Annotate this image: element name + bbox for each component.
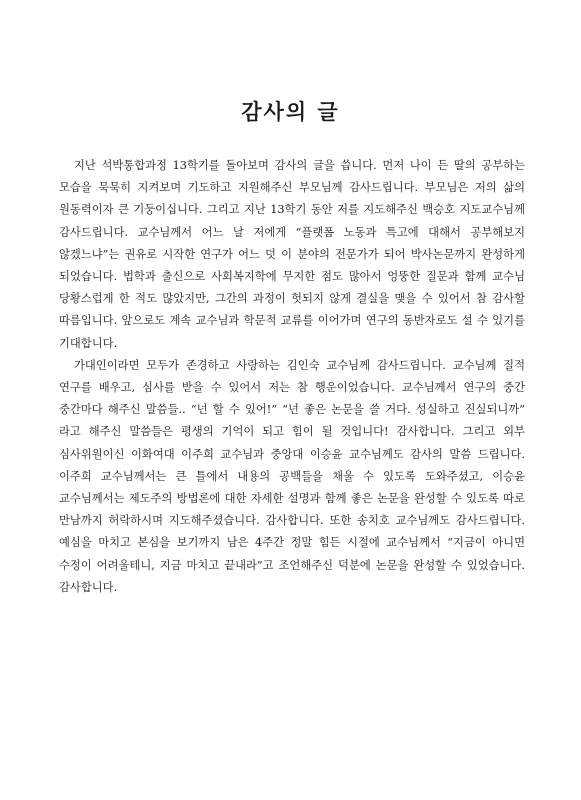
acknowledgement-body xyxy=(59,155,525,599)
page-title: 감사의 글 xyxy=(241,100,340,124)
paragraph-2: 가대인이라면 모두가 존경하고 사랑하는 김인숙 교수님께 감사드립니다. 교수님께 질적 연구를 배우고, 심사를 받을 수 있어서 저는 참 행운이었습니다. 교수님께서 연구의 중간 중간마다 해주신 말씀들.. “넌 할 수 있어!” “넌 좋은 논문을 쓸 거다. 성실하고 진실되니까” 라고 해주신 말씀들은 평생의 기억이 되고 힘이 될 것입니다! 감사합니다. 그리고 외부 심사위원이신 이화여대 이주희 교수님과 중앙대 이승윤 교수님께도 감사의 말씀 드립니다. 이주희 교수님께서는 큰 틀에서 내용의 공백들을 채울 수 있도록 도와주셨고, 이승윤 교수님께서는 제도주의 방법론에 대한 자세한 설명과 함께 좋은 논문을 완성할 수 있도록 따로 만남까지 허락하시며 지도해주셨습니다. 감사합니다. 또한 송치호 교수님께도 감사드립니다. 예심을 마치고 본심을 보기까지 남은 4주간 정말 힘든 시절에 교수님께서 “지금이 아니면 수정이 어려울테니, 지금 마치고 끝내라”고 조언해주신 덕분에 논문을 완성할 수 있었습니다. 감사합니다. xyxy=(59,358,525,594)
paragraph-1: 지난 석박통합과정 13학기를 돌아보며 감사의 글을 씁니다. 먼저 나이 든 딸의 공부하는 모습을 묵묵히 지켜보며 기도하고 지원해주신 부모님께 감사드립니다. 부모님은 저의 삶의 원동력이자 큰 기둥이십니다. 그리고 지난 13학기 동안 저를 지도해주신 백승호 지도교수님께 감사드립니다. 교수님께서 어느 날 저에게 “플랫폼 노동과 특고에 대해서 공부해보지 않겠느냐”는 권유로 시작한 연구가 어느 덧 이 분야의 전문가가 되어 박사논문까지 완성하게 되었습니다. 법학과 출신으로 사회복지학에 무지한 점도 많아서 엉뚱한 질문과 함께 교수님 당황스럽게 한 적도 많았지만, 그간의 과정이 헛되지 않게 결실을 맺을 수 있어서 참 감사할 따름입니다. 앞으로도 계속 교수님과 학문적 교류를 이어가며 연구의 동반자로도 설 수 있기를 기대합니다. xyxy=(59,159,525,350)
